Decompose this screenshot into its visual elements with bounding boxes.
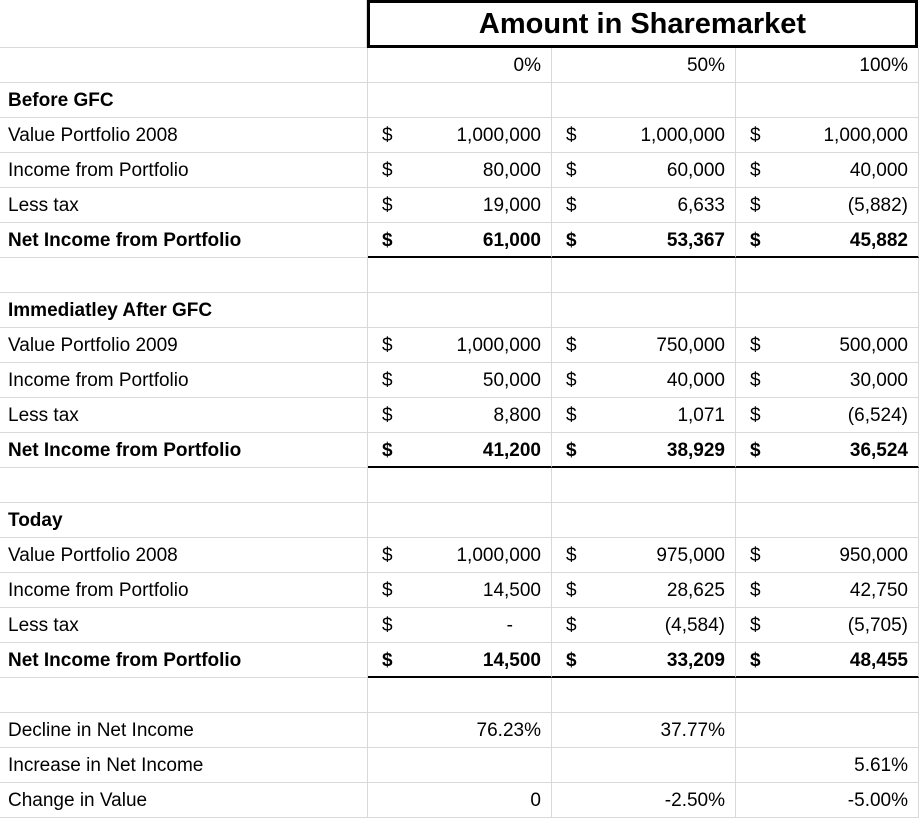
value-cell[interactable]: -2.50% — [552, 783, 736, 818]
header-title[interactable]: Amount in Sharemarket — [367, 0, 918, 48]
blank-row — [0, 678, 919, 713]
empty-cell[interactable] — [552, 83, 736, 118]
section-title[interactable]: Immediatley After GFC — [0, 293, 368, 328]
section-title[interactable]: Before GFC — [0, 83, 368, 118]
value-cell[interactable]: $ 30,000 — [736, 363, 919, 398]
empty-cell[interactable] — [368, 83, 552, 118]
row-label[interactable]: Less tax — [0, 188, 368, 223]
summary-row — [0, 748, 919, 783]
dollar-sign: $ — [750, 335, 761, 356]
row-label[interactable]: Income from Portfolio — [0, 363, 368, 398]
value-cell[interactable]: $ 1,000,000 — [368, 328, 552, 363]
dollar-sign: $ — [566, 195, 577, 216]
dollar-sign: $ — [750, 580, 761, 601]
dollar-sign: $ — [566, 615, 577, 636]
empty-cell[interactable] — [736, 83, 919, 118]
dollar-sign: $ — [566, 650, 577, 671]
dollar-sign: $ — [566, 370, 577, 391]
empty-cell[interactable] — [552, 503, 736, 538]
dollar-sign: $ — [382, 230, 393, 251]
value-cell[interactable]: $ 36,524 — [736, 433, 919, 468]
dollar-sign: $ — [750, 615, 761, 636]
row-label[interactable]: Income from Portfolio — [0, 153, 368, 188]
dollar-sign: $ — [750, 230, 761, 251]
value-cell[interactable]: $ 14,500 — [368, 573, 552, 608]
table-row — [0, 398, 919, 433]
value-cell[interactable]: 0 — [368, 783, 552, 818]
empty-cell[interactable] — [0, 258, 368, 293]
dollar-sign: $ — [382, 650, 393, 671]
value-cell[interactable]: $ 42,750 — [736, 573, 919, 608]
empty-cell[interactable] — [368, 293, 552, 328]
row-label[interactable]: Increase in Net Income — [0, 748, 368, 783]
value-cell[interactable]: $ 950,000 — [736, 538, 919, 573]
table-row — [0, 328, 919, 363]
value-cell[interactable] — [368, 748, 552, 783]
value-cell[interactable]: $ 1,000,000 — [552, 118, 736, 153]
dollar-sign: $ — [750, 440, 761, 461]
row-label[interactable]: Net Income from Portfolio — [0, 643, 368, 678]
empty-cell[interactable] — [552, 293, 736, 328]
blank-row — [0, 468, 919, 503]
dollar-sign: $ — [382, 545, 393, 566]
empty-cell[interactable] — [736, 678, 919, 713]
value-cell[interactable]: $ (6,524) — [736, 398, 919, 433]
column-header-100[interactable]: 100% — [736, 48, 919, 83]
empty-cell[interactable] — [368, 258, 552, 293]
dollar-sign: $ — [750, 125, 761, 146]
row-label[interactable]: Value Portfolio 2008 — [0, 118, 368, 153]
empty-cell[interactable] — [736, 503, 919, 538]
dollar-sign: $ — [566, 230, 577, 251]
value-cell[interactable]: $ (5,705) — [736, 608, 919, 643]
total-row — [0, 433, 919, 468]
column-header-row — [0, 48, 919, 83]
column-header-50[interactable]: 50% — [552, 48, 736, 83]
value-cell[interactable]: $ 45,882 — [736, 223, 919, 258]
value-cell[interactable]: $ 1,071 — [552, 398, 736, 433]
dollar-sign: $ — [750, 195, 761, 216]
dollar-sign: $ — [750, 650, 761, 671]
dollar-sign: $ — [382, 615, 393, 636]
row-label[interactable]: Net Income from Portfolio — [0, 223, 368, 258]
value-cell[interactable]: $ 28,625 — [552, 573, 736, 608]
value-cell[interactable]: 5.61% — [736, 748, 919, 783]
dollar-sign: $ — [750, 370, 761, 391]
empty-cell[interactable] — [368, 468, 552, 503]
row-label[interactable]: Income from Portfolio — [0, 573, 368, 608]
value-cell[interactable]: $ 61,000 — [368, 223, 552, 258]
value-cell[interactable]: $ 80,000 — [368, 153, 552, 188]
section-title[interactable]: Today — [0, 503, 368, 538]
value-cell[interactable]: -5.00% — [736, 783, 919, 818]
value-cell[interactable]: $ 500,000 — [736, 328, 919, 363]
table-row — [0, 118, 919, 153]
table-row — [0, 363, 919, 398]
empty-cell[interactable] — [552, 258, 736, 293]
empty-cell[interactable] — [0, 678, 368, 713]
dollar-sign: $ — [382, 195, 393, 216]
dollar-sign: $ — [750, 405, 761, 426]
value-cell[interactable]: 76.23% — [368, 713, 552, 748]
value-cell[interactable]: $ 50,000 — [368, 363, 552, 398]
row-label[interactable]: Value Portfolio 2009 — [0, 328, 368, 363]
value-cell[interactable]: $ 750,000 — [552, 328, 736, 363]
row-label[interactable]: Value Portfolio 2008 — [0, 538, 368, 573]
dollar-sign: $ — [750, 545, 761, 566]
value-cell[interactable] — [552, 748, 736, 783]
empty-cell[interactable] — [552, 678, 736, 713]
dollar-sign: $ — [382, 160, 393, 181]
value-cell[interactable]: $ 1,000,000 — [368, 118, 552, 153]
value-cell[interactable]: $ - — [368, 608, 552, 643]
empty-cell[interactable] — [552, 468, 736, 503]
value-cell[interactable]: $ 60,000 — [552, 153, 736, 188]
dollar-sign: $ — [566, 580, 577, 601]
section-title-row — [0, 503, 919, 538]
row-label[interactable]: Change in Value — [0, 783, 368, 818]
dollar-sign: $ — [382, 440, 393, 461]
table-row — [0, 538, 919, 573]
blank-row — [0, 258, 919, 293]
section-title-row — [0, 293, 919, 328]
value-cell[interactable]: $ 38,929 — [552, 433, 736, 468]
dollar-sign: $ — [566, 160, 577, 181]
empty-cell[interactable] — [736, 293, 919, 328]
value-cell[interactable]: $ 33,209 — [552, 643, 736, 678]
dollar-sign: $ — [566, 405, 577, 426]
row-label[interactable]: Less tax — [0, 398, 368, 433]
dollar-sign: $ — [382, 125, 393, 146]
dollar-sign: $ — [566, 545, 577, 566]
value-cell[interactable]: $ 14,500 — [368, 643, 552, 678]
dollar-sign: $ — [566, 335, 577, 356]
dollar-sign: $ — [382, 370, 393, 391]
dollar-sign: $ — [750, 160, 761, 181]
value-cell[interactable] — [736, 713, 919, 748]
value-cell[interactable]: $ 8,800 — [368, 398, 552, 433]
table-row — [0, 573, 919, 608]
empty-cell[interactable] — [368, 678, 552, 713]
value-cell[interactable]: $ 48,455 — [736, 643, 919, 678]
value-cell[interactable]: $ 19,000 — [368, 188, 552, 223]
empty-cell[interactable] — [736, 468, 919, 503]
summary-row — [0, 783, 919, 818]
value-cell[interactable]: $ (5,882) — [736, 188, 919, 223]
row-label[interactable]: Less tax — [0, 608, 368, 643]
value-cell[interactable]: $ 1,000,000 — [368, 538, 552, 573]
value-cell[interactable]: $ 6,633 — [552, 188, 736, 223]
value-cell[interactable]: $ 1,000,000 — [736, 118, 919, 153]
summary-row — [0, 713, 919, 748]
empty-cell[interactable] — [368, 503, 552, 538]
total-row — [0, 223, 919, 258]
row-label[interactable]: Decline in Net Income — [0, 713, 368, 748]
blank-cell[interactable] — [0, 48, 368, 83]
value-cell[interactable]: $ (4,584) — [552, 608, 736, 643]
empty-cell[interactable] — [736, 258, 919, 293]
value-cell[interactable]: $ 40,000 — [736, 153, 919, 188]
dollar-sign: $ — [382, 580, 393, 601]
value-cell[interactable]: 37.77% — [552, 713, 736, 748]
value-cell[interactable]: $ 53,367 — [552, 223, 736, 258]
table-row — [0, 153, 919, 188]
dollar-sign: $ — [566, 125, 577, 146]
table-row — [0, 188, 919, 223]
value-cell[interactable]: $ 40,000 — [552, 363, 736, 398]
empty-cell[interactable] — [0, 468, 368, 503]
table-row — [0, 608, 919, 643]
total-row — [0, 643, 919, 678]
column-header-0[interactable]: 0% — [368, 48, 552, 83]
dollar-sign: $ — [382, 405, 393, 426]
row-label[interactable]: Net Income from Portfolio — [0, 433, 368, 468]
header-blank-cell[interactable] — [0, 0, 367, 48]
dollar-sign: $ — [382, 335, 393, 356]
section-title-row — [0, 83, 919, 118]
value-cell[interactable]: $ 975,000 — [552, 538, 736, 573]
value-cell[interactable]: $ 41,200 — [368, 433, 552, 468]
dollar-sign: $ — [566, 440, 577, 461]
